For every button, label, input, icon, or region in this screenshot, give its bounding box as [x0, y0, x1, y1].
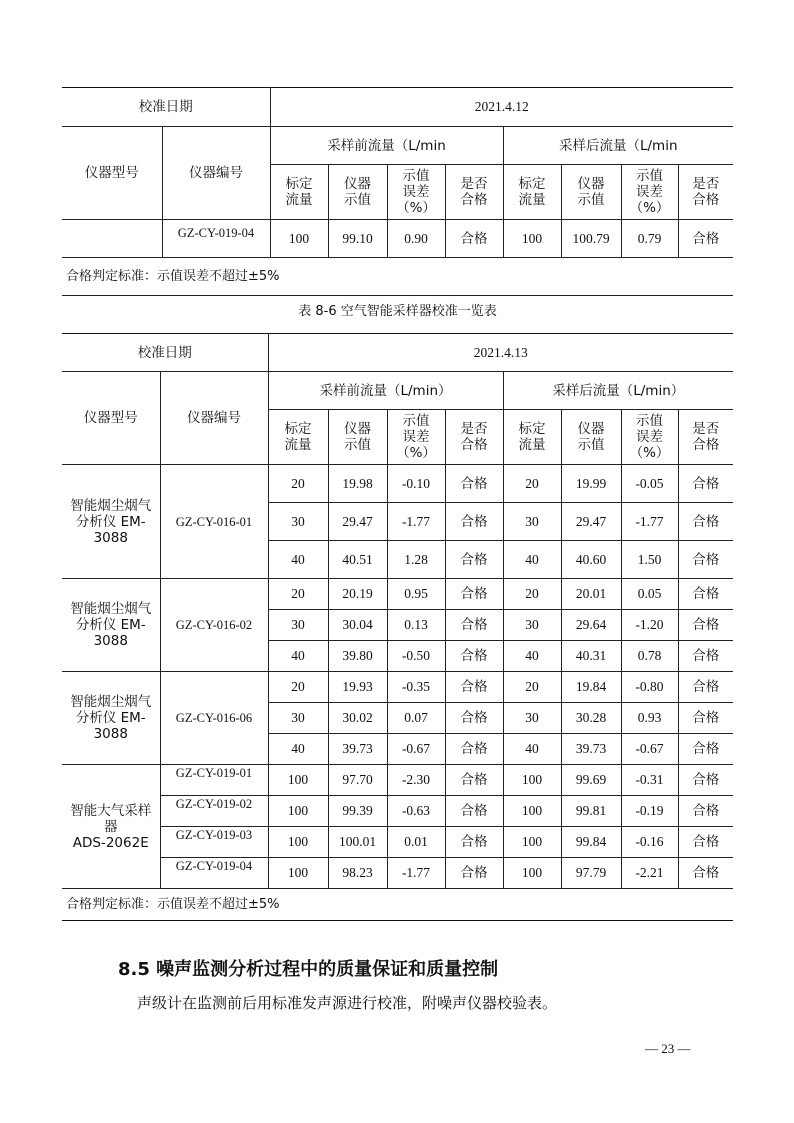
cell: 19.93 — [328, 672, 387, 703]
cell-id: GZ-CY-019-04 — [160, 858, 268, 889]
cell-model: 智能烟尘烟气 分析仪 EM- 3088 — [62, 579, 160, 672]
subheader-error: 示值 误差 （%） — [387, 165, 445, 220]
cell: 合格 — [445, 503, 503, 541]
cell: 100 — [503, 858, 561, 889]
cell: -0.50 — [387, 641, 445, 672]
cell: -1.77 — [621, 503, 678, 541]
cell: 20.01 — [561, 579, 621, 610]
subheader-std-flow: 标定 流量 — [503, 410, 561, 465]
cell: 100 — [268, 796, 328, 827]
cell: 合格 — [445, 579, 503, 610]
subheader-error: 示值 误差 （%） — [387, 410, 445, 465]
cell: 100 — [503, 765, 561, 796]
cell: 100.79 — [561, 220, 621, 258]
table-row — [62, 765, 733, 796]
cell: 0.79 — [621, 220, 678, 258]
cell: 40.60 — [561, 541, 621, 579]
cell: -0.80 — [621, 672, 678, 703]
cell-model — [62, 220, 162, 258]
cell: 100 — [503, 796, 561, 827]
cell: 30 — [503, 503, 561, 541]
cell: -0.10 — [387, 465, 445, 503]
cell: -0.35 — [387, 672, 445, 703]
cell: -0.67 — [387, 734, 445, 765]
table-row — [62, 465, 733, 503]
cell: 100 — [268, 827, 328, 858]
cell: 40 — [268, 734, 328, 765]
cell: 30 — [268, 610, 328, 641]
calib-date-label: 校准日期 — [62, 334, 268, 372]
cell-id: GZ-CY-019-04 — [162, 220, 270, 258]
cell: 40 — [268, 641, 328, 672]
cell: 19.99 — [561, 465, 621, 503]
page-number: — 23 — — [645, 1041, 691, 1056]
subheader-pass: 是否 合格 — [678, 410, 733, 465]
cell: -1.77 — [387, 858, 445, 889]
cell: 100 — [503, 220, 561, 258]
table-row — [62, 858, 733, 889]
cell: 0.78 — [621, 641, 678, 672]
cell: 合格 — [445, 827, 503, 858]
cell: 合格 — [678, 672, 733, 703]
cell: 29.47 — [328, 503, 387, 541]
subheader-indicated: 仪器 示值 — [328, 165, 387, 220]
cell: 合格 — [445, 734, 503, 765]
cell: 20 — [503, 672, 561, 703]
cell: 合格 — [678, 827, 733, 858]
cell: 合格 — [445, 858, 503, 889]
subheader-indicated: 仪器 示值 — [561, 165, 621, 220]
table-caption: 表 8-6 空气智能采样器校准一览表 — [298, 304, 497, 319]
cell: 40.31 — [561, 641, 621, 672]
cell: -0.63 — [387, 796, 445, 827]
cell: 98.23 — [328, 858, 387, 889]
cell: 合格 — [678, 465, 733, 503]
header-post-flow: 采样后流量（L/min） — [503, 372, 733, 410]
cell: 合格 — [678, 703, 733, 734]
cell: 40 — [268, 541, 328, 579]
subheader-pass: 是否 合格 — [445, 410, 503, 465]
header-model: 仪器型号 — [62, 127, 162, 220]
header-model: 仪器型号 — [62, 372, 160, 465]
cell: 30 — [268, 503, 328, 541]
cell: 合格 — [678, 541, 733, 579]
cell: 19.84 — [561, 672, 621, 703]
cell: 40 — [503, 541, 561, 579]
cell: 合格 — [445, 765, 503, 796]
cell: 100 — [268, 765, 328, 796]
cell: 30.04 — [328, 610, 387, 641]
cell: 20 — [268, 465, 328, 503]
cell: 100 — [268, 858, 328, 889]
cell: -2.30 — [387, 765, 445, 796]
cell: 99.84 — [561, 827, 621, 858]
cell: 99.10 — [328, 220, 387, 258]
subheader-std-flow: 标定 流量 — [268, 410, 328, 465]
cell-model: 智能大气采样 器 ADS-2062E — [62, 765, 160, 889]
table-row — [62, 827, 733, 858]
cell: 合格 — [678, 503, 733, 541]
cell: 合格 — [678, 796, 733, 827]
table-row — [62, 796, 733, 827]
cell: 0.90 — [387, 220, 445, 258]
subheader-pass: 是否 合格 — [678, 165, 733, 220]
cell: 40 — [503, 641, 561, 672]
cell: 99.69 — [561, 765, 621, 796]
cell-id: GZ-CY-016-06 — [160, 672, 268, 765]
cell: -2.21 — [621, 858, 678, 889]
subheader-pass: 是否 合格 — [445, 165, 503, 220]
cell: 39.73 — [328, 734, 387, 765]
cell: 97.70 — [328, 765, 387, 796]
cell: 1.28 — [387, 541, 445, 579]
cell: 30 — [503, 610, 561, 641]
cell: 1.50 — [621, 541, 678, 579]
cell-id: GZ-CY-016-01 — [160, 465, 268, 579]
table-row — [62, 672, 733, 703]
cell-id: GZ-CY-019-02 — [160, 796, 268, 827]
cell: 0.05 — [621, 579, 678, 610]
cell-model: 智能烟尘烟气 分析仪 EM- 3088 — [62, 672, 160, 765]
calibration-table-1 — [62, 87, 733, 258]
header-post-flow: 采样后流量（L/min — [503, 127, 733, 165]
cell: 40.51 — [328, 541, 387, 579]
table-row — [62, 579, 733, 610]
cell: -0.31 — [621, 765, 678, 796]
cell: 0.01 — [387, 827, 445, 858]
cell: 100 — [503, 827, 561, 858]
cell: 20 — [268, 672, 328, 703]
calib-date-value: 2021.4.13 — [268, 334, 733, 372]
cell-id: GZ-CY-019-03 — [160, 827, 268, 858]
cell: 20 — [268, 579, 328, 610]
cell: 合格 — [445, 641, 503, 672]
pass-criteria-note: 合格判定标准：示值误差不超过±5% — [62, 891, 733, 921]
cell: 30.28 — [561, 703, 621, 734]
cell: -0.16 — [621, 827, 678, 858]
cell: 40 — [503, 734, 561, 765]
subheader-indicated: 仪器 示值 — [328, 410, 387, 465]
table-row — [62, 220, 733, 258]
section-heading: 8.5 噪声监测分析过程中的质量保证和质量控制 — [118, 959, 499, 980]
calib-date-value: 2021.4.12 — [270, 88, 733, 127]
cell: 100 — [270, 220, 328, 258]
calib-date-label: 校准日期 — [62, 88, 270, 127]
cell: 合格 — [678, 610, 733, 641]
cell: 19.98 — [328, 465, 387, 503]
cell: -0.19 — [621, 796, 678, 827]
cell: 20.19 — [328, 579, 387, 610]
cell: 合格 — [445, 465, 503, 503]
cell: 0.95 — [387, 579, 445, 610]
subheader-std-flow: 标定 流量 — [270, 165, 328, 220]
cell: 39.73 — [561, 734, 621, 765]
cell: 合格 — [445, 220, 503, 258]
cell: 合格 — [445, 672, 503, 703]
cell: -1.77 — [387, 503, 445, 541]
cell: 20 — [503, 465, 561, 503]
cell: 0.07 — [387, 703, 445, 734]
cell: 39.80 — [328, 641, 387, 672]
cell: 29.64 — [561, 610, 621, 641]
cell: 100.01 — [328, 827, 387, 858]
cell: 20 — [503, 579, 561, 610]
cell: 30 — [503, 703, 561, 734]
body-paragraph: 声级计在监测前后用标准发声源进行校准，附噪声仪器校验表。 — [137, 994, 558, 1012]
cell: -0.67 — [621, 734, 678, 765]
cell: 合格 — [445, 703, 503, 734]
cell: -1.20 — [621, 610, 678, 641]
subheader-indicated: 仪器 示值 — [561, 410, 621, 465]
header-id: 仪器编号 — [162, 127, 270, 220]
cell-id: GZ-CY-019-01 — [160, 765, 268, 796]
header-pre-flow: 采样前流量（L/min — [270, 127, 503, 165]
cell: 97.79 — [561, 858, 621, 889]
cell: 30 — [268, 703, 328, 734]
header-id: 仪器编号 — [160, 372, 268, 465]
cell: 99.81 — [561, 796, 621, 827]
cell: 合格 — [445, 610, 503, 641]
cell-model: 智能烟尘烟气 分析仪 EM- 3088 — [62, 465, 160, 579]
cell: 合格 — [678, 641, 733, 672]
subheader-error: 示值 误差 （%） — [621, 165, 678, 220]
calibration-table-2 — [62, 333, 733, 889]
cell: 0.13 — [387, 610, 445, 641]
cell-id: GZ-CY-016-02 — [160, 579, 268, 672]
header-pre-flow: 采样前流量（L/min） — [268, 372, 503, 410]
cell: 29.47 — [561, 503, 621, 541]
cell: -0.05 — [621, 465, 678, 503]
cell: 合格 — [445, 796, 503, 827]
cell: 合格 — [445, 541, 503, 579]
cell: 合格 — [678, 734, 733, 765]
cell: 合格 — [678, 579, 733, 610]
cell: 99.39 — [328, 796, 387, 827]
subheader-std-flow: 标定 流量 — [503, 165, 561, 220]
cell: 合格 — [678, 858, 733, 889]
cell: 0.93 — [621, 703, 678, 734]
cell: 合格 — [678, 220, 733, 258]
cell: 30.02 — [328, 703, 387, 734]
pass-criteria-note: 合格判定标准：示值误差不超过±5% — [62, 262, 733, 296]
cell: 合格 — [678, 765, 733, 796]
subheader-error: 示值 误差 （%） — [621, 410, 678, 465]
